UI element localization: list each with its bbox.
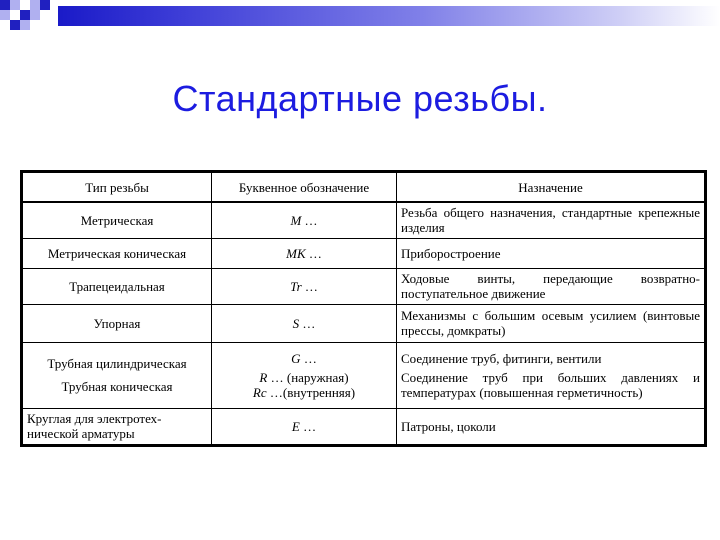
cell-type (23, 342, 212, 408)
type-line: Трубная цилиндрическая (47, 356, 187, 371)
designation-letter: E (291, 418, 300, 434)
designation-ellipsis: … (299, 315, 316, 331)
designation-ellipsis: … (300, 350, 317, 366)
table-row (23, 342, 705, 408)
cell-designation (212, 304, 397, 342)
cell-type: Метрическая коническая (23, 238, 212, 268)
deco-square (10, 0, 20, 10)
cell-purpose: Приборостроение (397, 238, 705, 268)
deco-square (0, 10, 10, 20)
deco-square (30, 10, 40, 20)
designation-line (216, 351, 392, 366)
type-line: Трубная коническая (61, 379, 173, 394)
cell-purpose: Резьба общего назначения, стандартные крепежные изделия (397, 202, 705, 238)
designation-letter: Tr (290, 278, 302, 294)
gradient-band (58, 6, 720, 26)
designation-letter: R (259, 369, 268, 385)
cell-purpose: Ходовые винты, передающие возвратно-поступательное движение (397, 268, 705, 304)
header-decoration (0, 0, 720, 32)
deco-square (40, 0, 50, 10)
header-type: Тип резьбы (23, 173, 212, 203)
designation-ellipsis: … (301, 278, 318, 294)
designation-ellipsis: … (305, 245, 322, 261)
designation-ellipsis: … (301, 212, 318, 228)
designation-letter: G (291, 350, 301, 366)
deco-square (10, 20, 20, 30)
header-purpose: Назначение (397, 173, 705, 203)
header-designation: Буквенное обозначение (212, 173, 397, 203)
deco-square (30, 0, 40, 10)
cell-designation (212, 408, 397, 444)
table-row (23, 408, 705, 444)
cell-type: Трапецеидальная (23, 268, 212, 304)
slide-title: Стандартные резьбы. (172, 78, 548, 119)
cell-designation (212, 238, 397, 268)
deco-square (20, 10, 30, 20)
table-row (23, 238, 705, 268)
cell-type: Круглая для электротех-нической арматуры (23, 408, 212, 444)
table-row (23, 268, 705, 304)
cell-type: Метрическая (23, 202, 212, 238)
cell-purpose (397, 342, 705, 408)
table-header-row (23, 173, 705, 203)
threads-table (20, 170, 707, 447)
designation-letter: Rc (252, 384, 267, 400)
purpose-line: Соединение труб при больших давлениях и температурах (повышенная герметичность) (401, 369, 700, 400)
cell-designation (212, 342, 397, 408)
designation-letter: M (290, 212, 302, 228)
cell-type: Упорная (23, 304, 212, 342)
cell-designation (212, 268, 397, 304)
cell-designation (212, 202, 397, 238)
designation-line (216, 370, 392, 385)
designation-note: …(внутренняя) (266, 384, 356, 400)
deco-square (20, 20, 30, 30)
cell-purpose: Патроны, цоколи (397, 408, 705, 444)
designation-line (216, 385, 392, 400)
designation-letter: S (292, 315, 300, 331)
cell-purpose: Механизмы с большим осевым усилием (винтовые прессы, домкраты) (397, 304, 705, 342)
designation-ellipsis: … (299, 418, 317, 434)
purpose-line: Соединение труб, фитинги, вентили (401, 350, 602, 366)
designation-letter: MK (286, 245, 306, 261)
deco-square (0, 0, 10, 10)
table-row (23, 304, 705, 342)
table-row (23, 202, 705, 238)
designation-note: … (наружная) (267, 369, 349, 385)
